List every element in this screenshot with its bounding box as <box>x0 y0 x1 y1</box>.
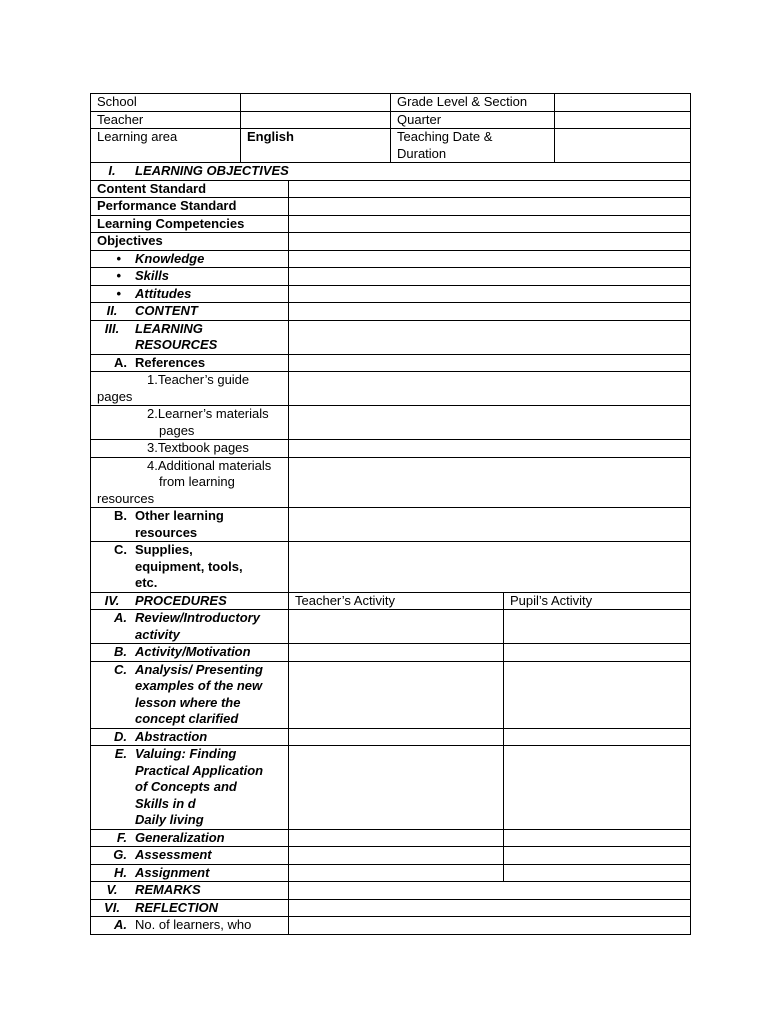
procedure-row-valuing <box>91 746 691 830</box>
header-table <box>90 93 691 163</box>
teacher-label: Teacher <box>91 111 241 129</box>
teacher-activity-cell[interactable] <box>289 829 504 847</box>
row-supplies <box>91 542 691 593</box>
procedure-label-line: Daily living <box>135 812 204 827</box>
bullet-icon: • <box>116 268 121 283</box>
procedure-label: Assignment <box>135 864 210 880</box>
teacher-activity-cell[interactable] <box>289 610 504 644</box>
references-label: References <box>135 354 206 370</box>
procedure-row-motivation <box>91 644 691 662</box>
section-number: IV. <box>104 592 120 608</box>
procedure-label-line: Analysis/ Presenting <box>135 661 263 677</box>
procedure-row-generalization <box>91 829 691 847</box>
procedure-row-assignment <box>91 864 691 882</box>
item-letter: C. <box>114 661 127 677</box>
attitudes-value[interactable] <box>289 285 691 303</box>
row-textbook-pages <box>91 440 691 458</box>
pupil-activity-cell[interactable] <box>504 746 691 830</box>
textbook-pages-label: 3.Textbook pages <box>147 440 249 455</box>
procedure-label-line: activity <box>135 626 180 642</box>
row-additional-materials <box>91 457 691 508</box>
section-title-line1: LEARNING <box>135 320 203 336</box>
knowledge-value[interactable] <box>289 250 691 268</box>
pupil-activity-cell[interactable] <box>504 728 691 746</box>
content-standard-value[interactable] <box>289 180 691 198</box>
objectives-value[interactable] <box>289 233 691 251</box>
row-attitudes <box>91 285 691 303</box>
procedure-row-analysis <box>91 661 691 728</box>
performance-standard-label: Performance Standard <box>91 198 289 216</box>
procedure-label-line: lesson where the <box>135 694 241 710</box>
section-number: VI. <box>104 899 120 915</box>
procedure-label: Activity/Motivation <box>135 644 251 659</box>
bullet-icon: • <box>116 285 121 301</box>
section-title: REMARKS <box>135 882 201 897</box>
knowledge-label: Knowledge <box>135 250 205 266</box>
item-letter: G. <box>113 847 127 862</box>
procedure-label: Generalization <box>135 829 225 845</box>
references-value[interactable] <box>289 354 691 372</box>
procedure-label-line: Practical Application <box>135 762 264 778</box>
teacher-activity-cell[interactable] <box>289 847 504 865</box>
header-row-learning-area <box>91 129 691 163</box>
item-letter: H. <box>114 864 127 880</box>
reflection-a-value[interactable] <box>289 917 691 935</box>
teaching-date-label-line2: Duration <box>397 145 447 161</box>
section-remarks <box>91 882 691 900</box>
content-value[interactable] <box>289 303 691 321</box>
additional-materials-label-line1: 4.Additional materials <box>147 457 272 473</box>
content-standard-label: Content Standard <box>91 180 289 198</box>
section-title: REFLECTION <box>135 899 219 915</box>
supplies-label-line3: etc. <box>135 575 158 590</box>
other-resources-label-line1: Other learning <box>135 508 224 523</box>
teachers-guide-label-line2: pages <box>97 388 133 404</box>
lesson-plan-table <box>90 162 691 935</box>
learning-resources-value[interactable] <box>289 320 691 354</box>
header-row-school <box>91 94 691 112</box>
section-title: PROCEDURES <box>135 592 227 608</box>
row-skills <box>91 268 691 286</box>
procedure-label-line: Skills in d <box>135 795 196 811</box>
learning-area-label: Learning area <box>91 129 241 163</box>
procedure-label-line: of Concepts and <box>135 779 237 794</box>
skills-value[interactable] <box>289 268 691 286</box>
teacher-activity-cell[interactable] <box>289 746 504 830</box>
pupil-activity-cell[interactable] <box>504 864 691 882</box>
teacher-activity-header: Teacher’s Activity <box>289 592 504 610</box>
procedure-row-review <box>91 610 691 644</box>
additional-materials-label-line2: from learning <box>159 474 235 489</box>
skills-label: Skills <box>135 268 169 283</box>
section-procedures <box>91 592 691 610</box>
school-label: School <box>91 94 241 112</box>
textbook-pages-value[interactable] <box>289 440 691 458</box>
learners-materials-value[interactable] <box>289 406 691 440</box>
procedure-row-assessment <box>91 847 691 865</box>
section-number: I. <box>108 163 116 178</box>
pupil-activity-cell[interactable] <box>504 644 691 662</box>
row-references <box>91 354 691 372</box>
row-objectives <box>91 233 691 251</box>
row-learning-competencies <box>91 215 691 233</box>
performance-standard-value[interactable] <box>289 198 691 216</box>
learners-materials-label-line1: 2.Learner’s materials <box>147 406 269 421</box>
learning-competencies-label: Learning Competencies <box>91 215 289 233</box>
item-letter: B. <box>114 508 127 523</box>
section-content <box>91 303 691 321</box>
additional-materials-value[interactable] <box>289 457 691 508</box>
teaching-date-value[interactable] <box>555 129 691 163</box>
grade-level-label: Grade Level & Section <box>391 94 555 112</box>
row-content-standard <box>91 180 691 198</box>
item-letter: C. <box>114 542 127 557</box>
row-other-resources <box>91 508 691 542</box>
learners-materials-label-line2: pages <box>159 422 195 438</box>
row-reflection-a <box>91 917 691 935</box>
item-letter: F. <box>116 829 127 845</box>
remarks-value[interactable] <box>289 882 691 900</box>
learning-area-value[interactable]: English <box>241 129 391 163</box>
quarter-label: Quarter <box>391 111 555 129</box>
objectives-label: Objectives <box>91 233 289 251</box>
section-number: II. <box>106 303 118 318</box>
supplies-label-line1: Supplies, <box>135 542 193 557</box>
reflection-a-label: No. of learners, who <box>135 917 252 932</box>
lesson-plan-document <box>90 93 690 935</box>
row-learners-materials <box>91 406 691 440</box>
attitudes-label: Attitudes <box>135 285 192 301</box>
teacher-activity-cell[interactable] <box>289 644 504 662</box>
teacher-activity-cell[interactable] <box>289 661 504 728</box>
school-value[interactable] <box>241 94 391 112</box>
other-resources-label-line2: resources <box>135 524 198 540</box>
row-knowledge <box>91 250 691 268</box>
supplies-label-line2: equipment, tools, <box>135 558 243 574</box>
procedure-row-abstraction <box>91 728 691 746</box>
item-letter: A. <box>114 354 127 370</box>
item-letter: D. <box>114 728 127 744</box>
teaching-date-label <box>391 129 555 163</box>
supplies-value[interactable] <box>289 542 691 593</box>
pupil-activity-header: Pupil’s Activity <box>504 592 691 610</box>
pupil-activity-cell[interactable] <box>504 610 691 644</box>
item-letter: E. <box>114 746 127 761</box>
pupil-activity-cell[interactable] <box>504 661 691 728</box>
section-number: V. <box>106 882 118 897</box>
section-learning-resources <box>91 320 691 354</box>
additional-materials-label-line3: resources <box>97 490 155 506</box>
procedure-label: Assessment <box>135 847 212 862</box>
row-performance-standard <box>91 198 691 216</box>
learning-competencies-value[interactable] <box>289 215 691 233</box>
item-letter: B. <box>114 644 127 659</box>
reflection-value[interactable] <box>289 899 691 917</box>
procedure-label-line: Review/Introductory <box>135 610 260 625</box>
procedure-label: Abstraction <box>135 728 208 744</box>
teacher-activity-cell[interactable] <box>289 864 504 882</box>
teacher-value[interactable] <box>241 111 391 129</box>
section-reflection <box>91 899 691 917</box>
quarter-value[interactable] <box>555 111 691 129</box>
teachers-guide-label-line1: 1.Teacher’s guide <box>147 372 250 387</box>
header-row-teacher <box>91 111 691 129</box>
pupil-activity-cell[interactable] <box>504 829 691 847</box>
section-learning-objectives <box>91 163 691 181</box>
grade-level-value[interactable] <box>555 94 691 112</box>
section-title: LEARNING OBJECTIVES <box>135 163 289 178</box>
item-letter: A. <box>114 917 127 932</box>
row-teachers-guide <box>91 372 691 406</box>
procedure-label-line: concept clarified <box>135 711 239 726</box>
pupil-activity-cell[interactable] <box>504 847 691 865</box>
section-title: CONTENT <box>135 303 198 318</box>
teacher-activity-cell[interactable] <box>289 728 504 746</box>
item-letter: A. <box>114 610 127 625</box>
teachers-guide-value[interactable] <box>289 372 691 406</box>
procedure-label-line: Valuing: Finding <box>135 746 237 761</box>
other-resources-value[interactable] <box>289 508 691 542</box>
procedure-label-line: examples of the new <box>135 678 263 693</box>
teaching-date-label-line1: Teaching Date & <box>397 129 493 144</box>
bullet-icon: • <box>116 250 121 266</box>
section-number: III. <box>104 320 120 336</box>
section-title-line2: RESOURCES <box>135 337 218 352</box>
